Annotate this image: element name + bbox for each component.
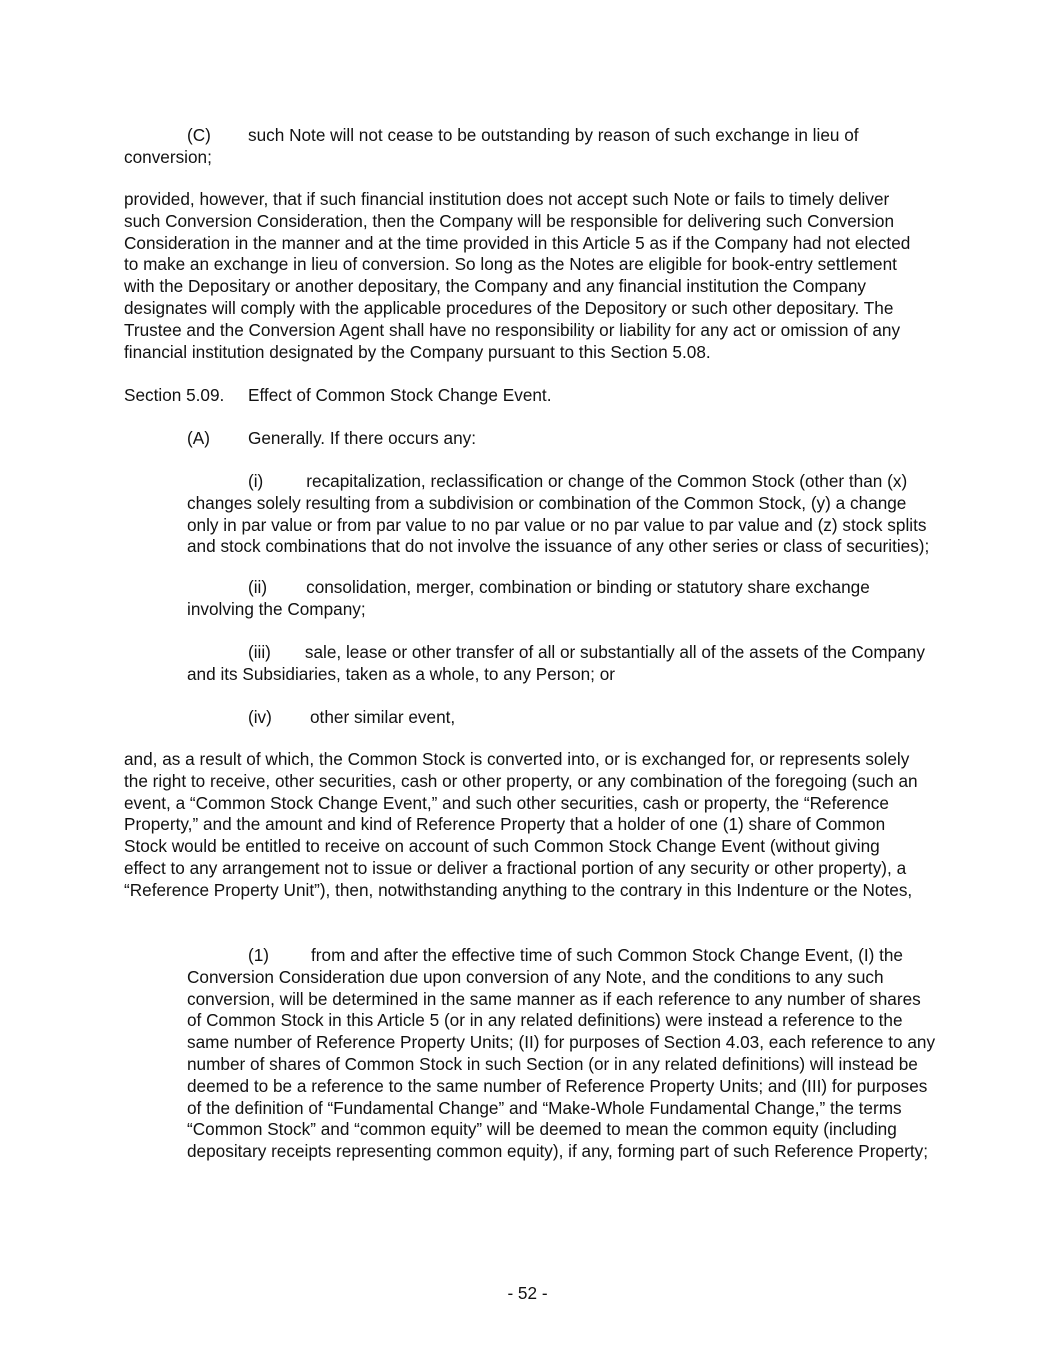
numbered-item-marker: (1) [248, 945, 270, 965]
numbered-item-text: from and after the effective time of such Common Stock Change Event, (I) the Conversion Consideration due upon conversion of any Note, and the conditions to any such conversion, will be determined in the same manner as if each reference to any number of shares of Common Stock in this Article 5 (or in any related definitions) were instead a reference to the same number of Reference Property Units; (II) for purposes of Section 4.03, each reference to any number of shares of Common Stock in such Section (or in any related definitions) will instead be deemed to be a reference to the same number of Reference Property Units; and (III) for purposes of the definition of “Fundamental Change” and “Make-Whole Fundamental Change,” the terms “Common Stock” and “common equity” will be deemed to mean the common equity (including depositary receipts representing common equity), if any, forming part of such Reference Property; [187, 945, 936, 1162]
list-item-marker: (ii) [248, 577, 268, 597]
list-item-iv-marker: (iv) [248, 707, 272, 727]
clause-a-marker: (A) [187, 428, 210, 448]
clause-c-continuation: conversion; [124, 147, 212, 167]
proviso-paragraph: provided, however, that if such financial institution does not accept such Note or fails to timely deliver such Conversion Consideration, then the Company will be responsible for delivering such Conversion Consideration in the manner and at the time provided in this Article 5 as if the Company had not elected to make an exchange in lieu of conversion. So long as the Notes are eligible for book-entry settlement with the Depositary or another depositary, the Company and any financial institution the Company designates will comply with the applicable procedures of the Depository or such other depositary. The Trustee and the Conversion Agent shall have no responsibility or liability for any act or omission of any financial institution designated by the Company pursuant to this Section 5.08. [124, 189, 911, 362]
list-item-marker: (iii) [248, 642, 271, 662]
clause-a-text: Generally. If there occurs any: [248, 428, 476, 448]
section-number: Section 5.09. [124, 385, 225, 405]
page-number: - 52 - [507, 1283, 548, 1303]
numbered-item-1 [187, 945, 937, 1163]
list-item-iii [187, 642, 937, 686]
list-item-text: consolidation, merger, combination or binding or statutory share exchange involving the Company; [187, 577, 870, 619]
list-item-iv-text: other similar event, [310, 707, 456, 727]
clause-c-marker: (C) [187, 125, 211, 145]
section-title: Effect of Common Stock Change Event. [248, 385, 552, 405]
list-item-ii [187, 577, 937, 621]
list-item-text: sale, lease or other transfer of all or substantially all of the assets of the Company and its Subsidiaries, taken as a whole, to any Person; or [187, 642, 925, 684]
list-item-text: recapitalization, reclassification or change of the Common Stock (other than (x) changes solely resulting from a subdivision or combination of the Common Stock, (y) a change only in par value or from par value to no par value or no par value to par value and (z) stock splits and stock combinations that do not involve the issuance of any other series or class of securities); [187, 471, 930, 557]
clause-c-text: such Note will not cease to be outstanding by reason of such exchange in lieu of [248, 125, 859, 145]
list-item-i [187, 471, 937, 558]
result-paragraph: and, as a result of which, the Common Stock is converted into, or is exchanged for, or represents solely the right to receive, other securities, cash or other property, or any combination of the foregoing (such an event, a “Common Stock Change Event,” and such other securities, cash or property, the “Reference Property,” and the amount and kind of Reference Property that a holder of one (1) share of Common Stock would be entitled to receive on account of such Common Stock Change Event (without giving effect to any arrangement not to issue or deliver a fractional portion of any security or other property), a “Reference Property Unit”), then, notwithstanding anything to the contrary in this Indenture or the Notes, [124, 749, 918, 900]
list-item-marker: (i) [248, 471, 264, 491]
